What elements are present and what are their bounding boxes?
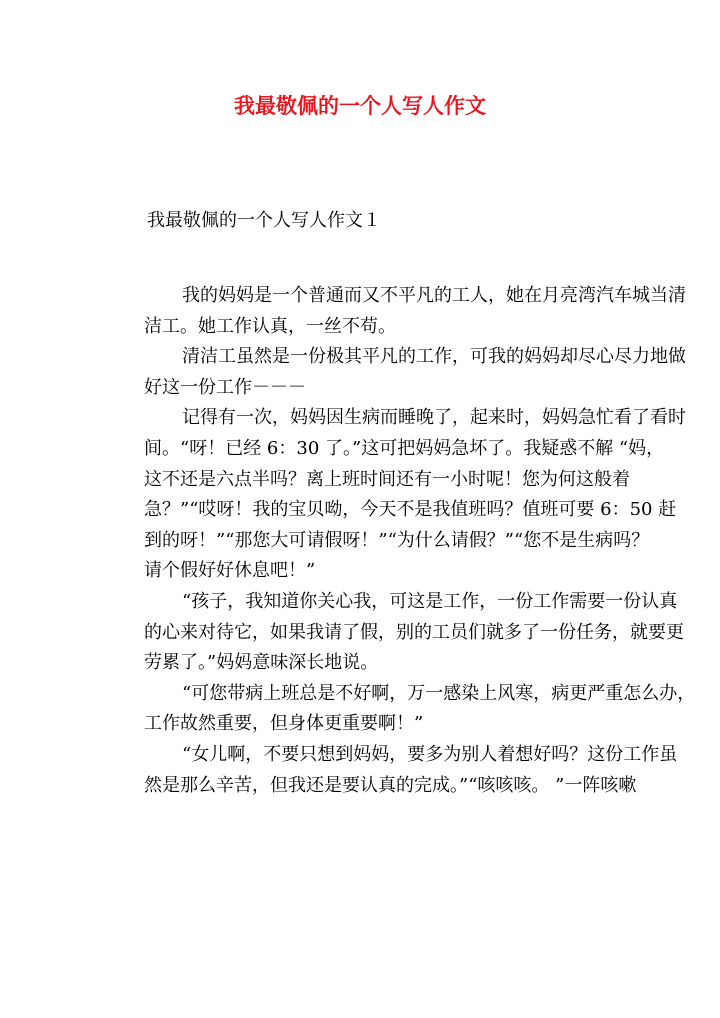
paragraph-line: 我的妈妈是一个普通而又不平凡的工人，她在月亮湾汽车城当清 [182, 285, 686, 306]
paragraph-line: “可您带病上班总是不好啊，万一感染上风寒，病更严重怎么办， [182, 682, 696, 704]
document-body [108, 281, 696, 801]
paragraph-line: 好这一份工作－－－ [144, 376, 306, 398]
paragraph-line: 清洁工虽然是一份极其平凡的工作，可我的妈妈却尽心尽力地做 [182, 346, 686, 368]
paragraph-line: 的心来对待它，如果我请了假，别的工员们就多了一份任务，就要更 [144, 621, 684, 643]
paragraph-line: “女儿啊，不要只想到妈妈，要多为别人着想好吗？这份工作虽 [182, 743, 678, 765]
paragraph-line: 洁工。她工作认真，一丝不苟。 [144, 315, 396, 337]
paragraph-4 [108, 587, 684, 679]
paragraph-line: 间。“呀！已经 6：30 了。”这可把妈妈急坏了。我疑惑不解 “妈， [144, 437, 665, 459]
paragraph-3 [108, 403, 686, 587]
paragraph-line: 急？”“哎呀！我的宝贝呦，今天不是我值班吗？值班可要 6：50 赶 [144, 499, 677, 521]
paragraph-6 [108, 740, 678, 801]
paragraph-line: 到的呀！”“那您大可请假呀！”“为什么请假？”“您不是生病吗？ [144, 529, 650, 551]
paragraph-line: 这不还是六点半吗？离上班时间还有一小时呢！您为何这般着 [144, 468, 630, 490]
paragraph-line: 请个假好好休息吧！” [144, 560, 316, 582]
paragraph-line: 工作故然重要，但身体更重要啊！” [144, 713, 424, 735]
paragraph-line: 劳累了。”妈妈意味深长地说。 [144, 652, 379, 674]
paragraph-5 [108, 679, 696, 740]
paragraph-1 [108, 281, 686, 342]
paragraph-line: “孩子，我知道你关心我，可这是工作，一份工作需要一份认真 [182, 590, 678, 612]
document-subtitle: 我最敬佩的一个人写人作文１ [147, 210, 381, 231]
document-title: 我最敬佩的一个人写人作文 [234, 93, 486, 118]
paragraph-line: 然是那么辛苦，但我还是要认真的完成。”“咳咳咳。 ”一阵咳嗽 [144, 774, 637, 796]
paragraph-line: 记得有一次，妈妈因生病而睡晚了，起来时，妈妈急忙看了看时 [182, 407, 686, 429]
paragraph-2 [108, 342, 686, 403]
